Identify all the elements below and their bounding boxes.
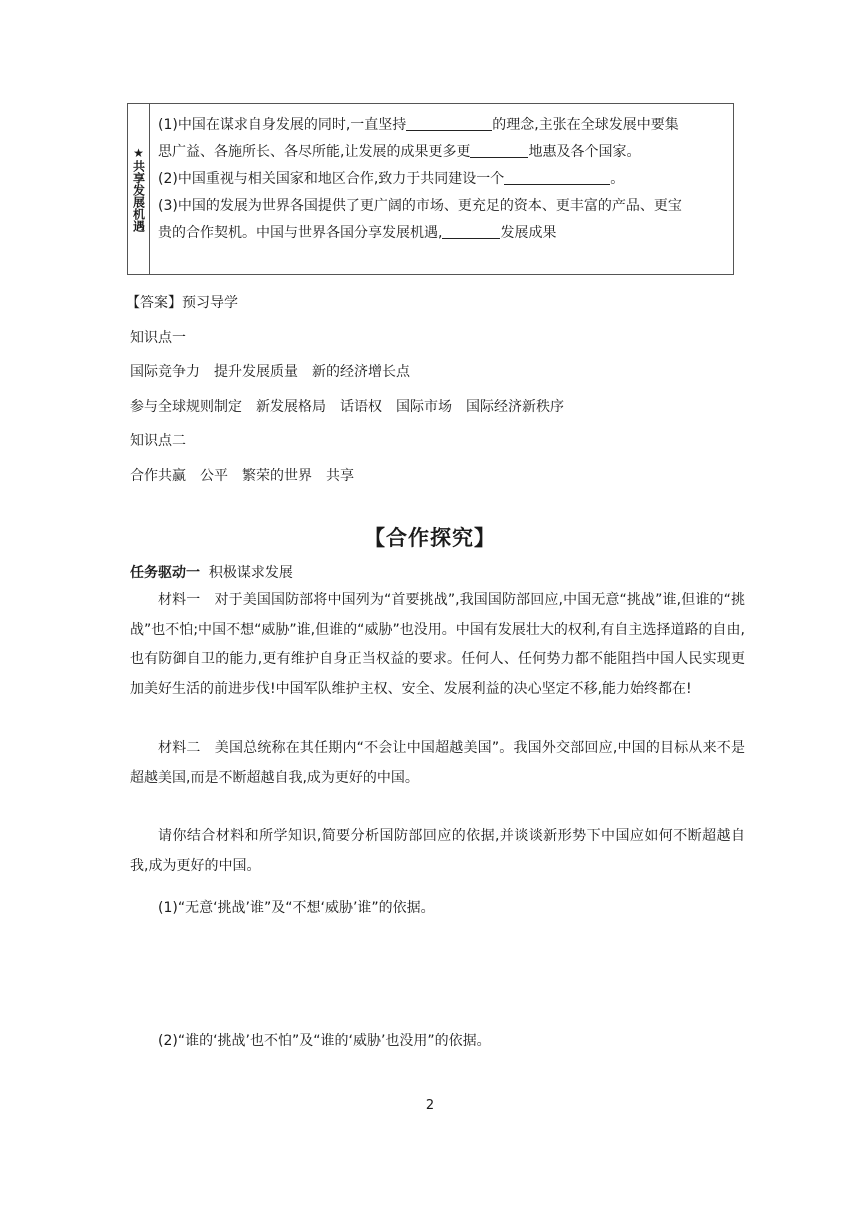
question-1: (1)“无意‘挑战’谁”及“不想‘威胁’谁”的依据。 (158, 900, 435, 916)
material-two: 材料二 美国总统称在其任期内“不会让中国超越美国”。我国外交部回应,中国的目标从来不是超越美国,而是不断超越自我,成为更好的中国。 (130, 740, 745, 786)
row1-line1: (1)中国在谋求自身发展的同时,一直坚持 的理念,主张在全球发展中要集 (158, 117, 679, 133)
fill-blank[interactable] (406, 116, 492, 131)
row3-line2: 贵的合作契机。中国与世界各国分享发展机遇, 发展成果 (158, 225, 557, 241)
row2-line: (2)中国重视与相关国家和地区合作,致力于共同建设一个 。 (158, 171, 625, 187)
knowledge-point-2: 知识点二 (130, 433, 186, 449)
answer-line: 合作共赢 公平 繁荣的世界 共享 (130, 467, 354, 484)
table-content-cell (150, 104, 733, 274)
question-prompt: 请你结合材料和所学知识,简要分析国防部回应的依据,并谈谈新形势下中国应如何不断超越自我,成为更好的中国。 (130, 828, 745, 874)
fill-blank[interactable] (470, 143, 528, 158)
material-one: 材料一 对于美国国防部将中国列为“首要挑战”,我国国防部回应,中国无意“挑战”谁,但谁的“挑战”也不怕;中国不想“威胁”谁,但谁的“威胁”也没用。中国有发展壮大的权利,有自主选择道路的自由,也有防御自卫的能力,更有维护自身正当权益的要求。任何人、任何势力都不能阻挡中国人民实现更加美好生活的前进步伐!中国军队维护主权、安全、发展利益的决心坚定不移,能力始终都在! (130, 592, 745, 697)
share-opportunity-table (127, 103, 734, 275)
row3-line1: (3)中国的发展为世界各国提供了更广阔的市场、更充足的资本、更丰富的产品、更宝 (158, 198, 682, 214)
knowledge-point-1: 知识点一 (130, 329, 186, 346)
page-number: 2 (425, 1098, 435, 1113)
fill-blank[interactable] (504, 170, 610, 185)
row1-line2: 思广益、各施所长、各尽所能,让发展的成果更多更 地惠及各个国家。 (158, 144, 641, 160)
section-title: 【合作探究】 (364, 526, 496, 550)
fill-blank[interactable] (442, 224, 500, 239)
question-2: (2)“谁的‘挑战’也不怕”及“谁的‘威胁’也没用”的依据。 (158, 1033, 491, 1049)
task-title: 积极谋求发展 (208, 565, 293, 581)
table-header-cell (128, 104, 150, 274)
answer-line: 参与全球规则制定 新发展格局 话语权 国际市场 国际经济新秩序 (130, 398, 564, 415)
answer-heading: 【答案】预习导学 (126, 295, 238, 311)
task-label: 任务驱动一 (130, 565, 200, 581)
answer-line: 国际竞争力 提升发展质量 新的经济增长点 (130, 364, 410, 380)
table-header-title: ★共享发展机遇 (131, 146, 146, 232)
task-heading (130, 561, 293, 585)
answer-section (126, 286, 564, 493)
